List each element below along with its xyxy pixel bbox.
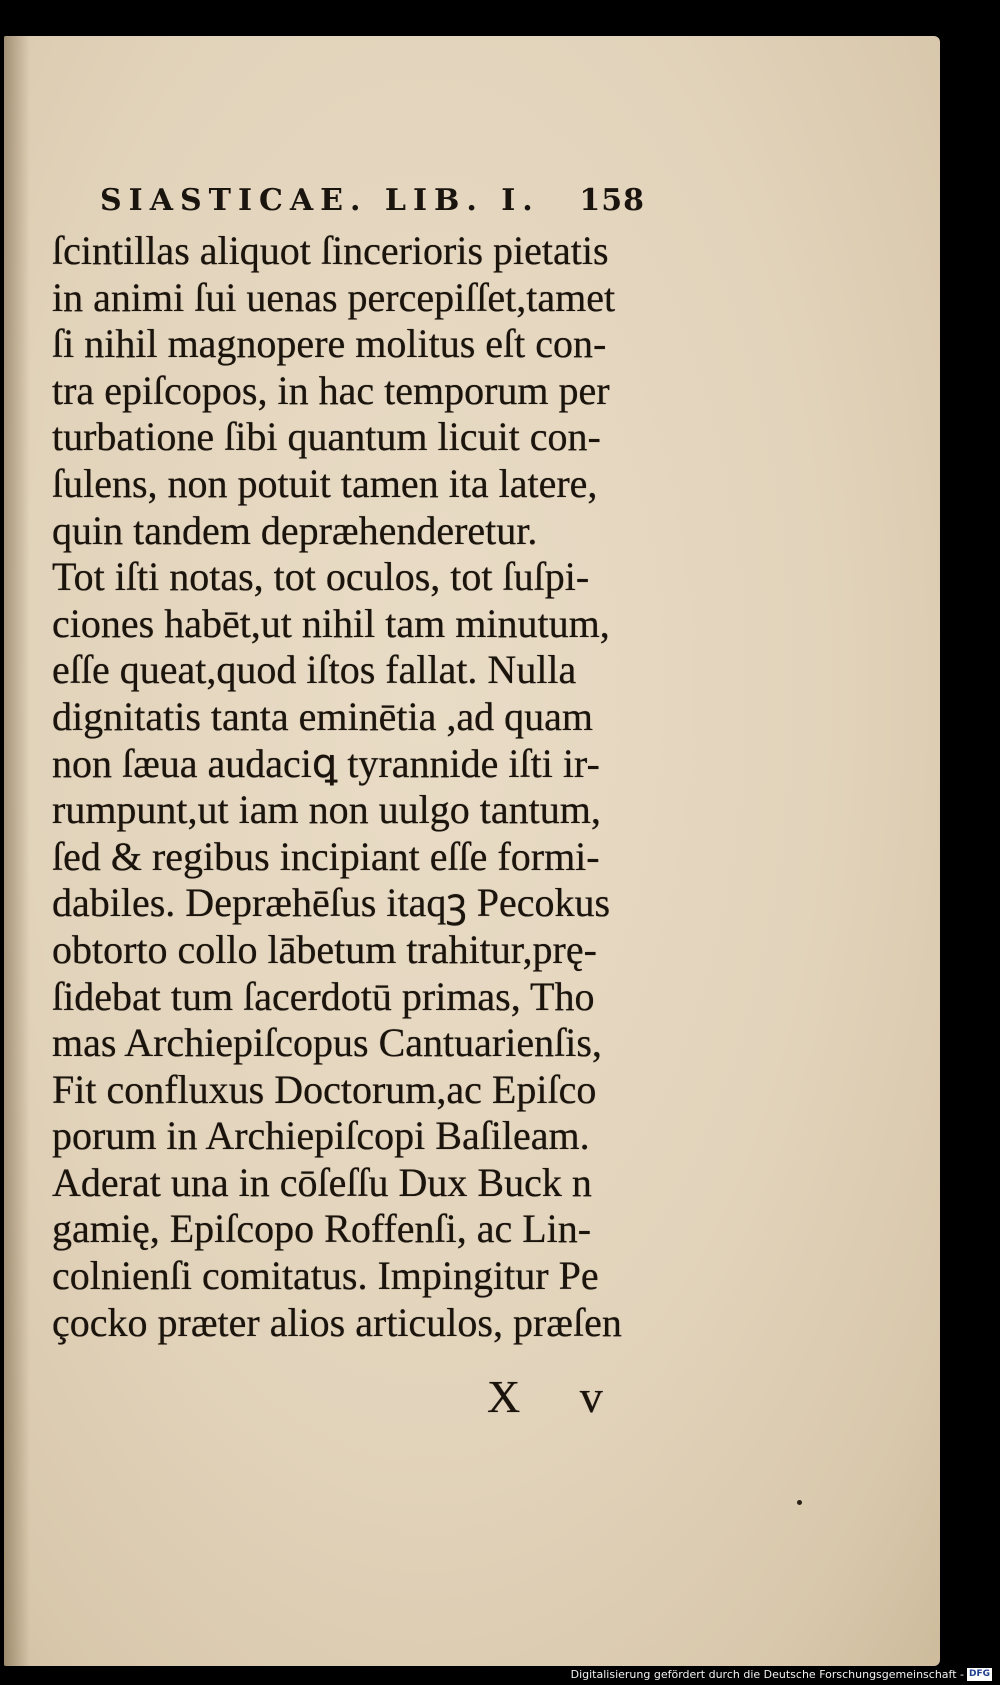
text-line: non ſæua audaciꝗ tyrannide iſti ir- [52,740,600,786]
text-line: Tot iſti notas, tot oculos, tot ſuſpi- [52,554,590,600]
text-line: obtorto collo lābetum trahitur,prę- [52,926,597,972]
text-line: quin tandem depræhenderetur. [52,507,538,553]
dfg-logo: DFG [968,1669,990,1679]
text-line: Fit confluxus Doctorum,ac Epiſco [52,1066,597,1112]
text-line: ciones habēt,ut nihil tam minutum, [52,600,610,646]
text-line: Aderat una in cōſeſſu Dux Buck n [52,1159,592,1205]
text-line: in animi ſui uenas percepiſſet,tamet [52,274,616,320]
running-head [100,183,645,223]
text-line: mas Archiepiſcopus Cantuarienſis, [52,1020,602,1066]
text-line: çocko præter alios articulos, præſen [52,1299,622,1345]
text-line: tra epiſcopos, in hac temporum per [52,367,610,413]
text-line: ſed & regibus incipiant eſſe formi- [52,833,600,879]
running-head-title: SIASTICAE. LIB. I. [100,183,540,218]
digitization-credit: Digitalisierung gefördert durch die Deutsche Forschungsgemeinschaft - [570,1668,964,1681]
text-line: porum in Archiepiſcopi Baſileam. [52,1113,590,1159]
text-body [52,228,692,1346]
text-line: turbatione ſibi quantum licuit con- [52,414,601,460]
signature-mark: X v [487,1371,627,1422]
text-line: ſidebat tum ſacerdotū primas, Tho [52,973,595,1019]
text-line: ſi nihil magnopere molitus eſt con- [52,321,607,367]
text-line: eſſe queat,quod iſtos fallat. Nulla [52,647,577,693]
text-line: rumpunt,ut iam non uulgo tantum, [52,787,601,833]
text-line: dignitatis tanta eminētia ,ad quam [52,693,593,739]
text-line: dabiles. Depræhēſus itaqꝫ Pecokus [52,880,611,926]
text-line: ſcintillas aliquot ſincerioris pietatis [52,228,609,273]
page-number: 158 [579,183,645,218]
text-line: colnienſi comitatus. Impingitur Pe [52,1253,599,1299]
text-line: gamię, Epiſcopo Roffenſi, ac Lin- [52,1206,592,1252]
text-line: ſulens, non potuit tamen ita latere, [52,460,598,506]
paper-speck [797,1500,802,1505]
